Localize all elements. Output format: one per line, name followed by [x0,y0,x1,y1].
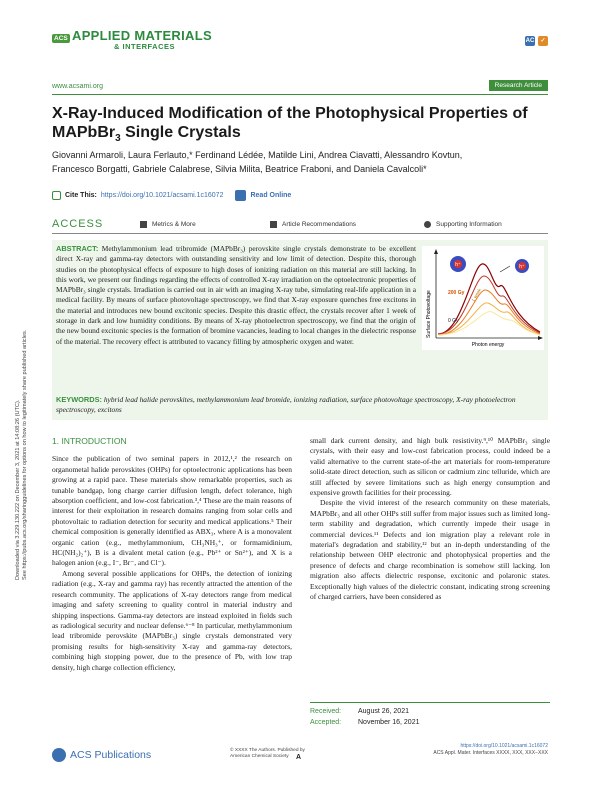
toc-xlabel: Photon energy [471,342,505,348]
title-line1: X‑Ray-Induced Modification of the Photophysical Properties of [52,105,528,122]
cite-label: Cite This: [65,191,97,199]
authors-line2: Francesco Borgatti, Gabriele Calabrese, Silvia Milita, Beatrice Fraboni, and Daniela Cavalcoli* [52,164,427,174]
footer-doi [433,743,548,757]
toc-hole-label-2: h⁺ [519,264,525,270]
supporting-info-button[interactable] [424,221,502,228]
intro-paragraph-3: small dark current density, and high bulk resistivity.⁹,¹⁰ MAPbBr₃ single crystals, with their easy and low-cost fabrication process, could indeed be a valid alternative to the current state-of-the art materials for room-temperature solid-state direct detection, such as silicon or cadmium zinc telluride, which are still affected by severe limitations such as high energy consumption and expensive growth facilities for their processing. [310,436,550,498]
toc-label-0gy: 0 Gy [448,318,459,324]
footer-citation: ACS Appl. Mater. Interfaces XXXX, XXX, XXX−XXX [433,750,548,756]
supporting-info-label: Supporting Information [436,221,502,228]
journal-header [52,26,552,54]
read-online-label: Read Online [250,191,292,199]
toc-label-200gy: 200 Gy [448,290,465,296]
acs-publications-logo[interactable] [52,748,151,762]
open-access-icon[interactable]: ✓ [538,36,548,46]
toc-graphic [422,246,544,350]
header-divider [52,94,548,95]
journal-subtitle: & INTERFACES [114,42,176,51]
body-column-left [52,432,292,673]
download-note [2,250,28,580]
cite-bar [52,187,291,203]
received-accepted-dates [310,702,550,728]
section-heading-introduction: 1. INTRODUCTION [52,436,127,446]
read-online-button[interactable] [235,190,291,201]
accepted-label: Accepted: [310,719,342,726]
download-note-line1: Downloaded via 3.229.130.222 on December 3, 2021 at 14:08:26 (UTC). [15,399,21,580]
toc-ylabel: Surface Photovoltage [426,290,432,338]
received-date: August 26, 2021 [358,708,409,715]
acs-badge: ACS [54,35,68,42]
abstract-label: ABSTRACT: [56,244,99,253]
website-link[interactable]: www.acsami.org [52,83,103,90]
keywords [56,395,544,416]
author-list [52,148,548,176]
keywords-body: hybrid lead halide perovskites, methylammonium lead bromide, ionizing radiation, surface photovoltage spectroscopy, X-ray photoelectron spectroscopy, excitons [56,395,516,415]
metrics-button[interactable] [140,221,196,228]
author-choice-icon[interactable]: AC [525,38,535,44]
intro-paragraph-4: Despite the vivid interest of the research community on these materials, MAPbBr₃ and all other OHPs still suffer from major issues such as limited long-term stability and degradation, which currently impede their usage in commercial devices.¹¹ Defects and ion migration play a relevant role in material's degradation and stability,¹² but an in-depth understanding of the relationship between OHP electronic and photophysical properties and the presence of defects and charge recombination is somehow still lacking. Ion migration also affects dielectric response, excitonic and polaronic states. Exceptionally high values of the dielectric constant, indicating strong screening of charged carriers, have been considered as [310,498,550,602]
article-type-badge: Research Article [489,80,548,91]
access-bar [52,216,548,234]
read-online-icon [235,190,246,201]
recommendations-label: Article Recommendations [282,221,357,228]
toc-hole-label: h⁺ [455,262,461,268]
acs-logo-icon [52,748,66,762]
journal-title: APPLIED MATERIALS [72,28,212,43]
bar-chart-icon [140,221,147,228]
recommendations-button[interactable] [270,221,356,228]
abstract [56,244,416,347]
keywords-label: KEYWORDS: [56,395,102,404]
supporting-info-icon [424,221,431,228]
page-footer [52,740,548,770]
authors-line1: Giovanni Armaroli, Laura Ferlauto,* Ferdinand Lédée, Matilde Lini, Andrea Ciavatti, Alessandro Kovtun, [52,150,463,160]
copyright: © XXXX The Authors. Published by American Chemical Society [230,748,305,759]
abstract-body: Methylammonium lead tribromide (MAPbBr₃) perovskite single crystals demonstrate to be excellent direct X-ray and gamma-ray detectors with outstanding sensitivity and low limit of detection. Despite this, thorough studies on the photophysical effects of exposure to high doses of ionizing radiation on this material are still lacking. In this work, we present our findings regarding the effects of controlled X-ray irradiation on the optoelectronic properties of MAPbBr₃ single crystals. Irradiation is carried out in air with an imaging X-ray tube, simulating real-life application in a medical facility. By means of surface photovoltage spectroscopy, we find that X-ray exposure quenches free excitons in the material and introduces new bound excitonic species. Despite this drastic effect, the crystals recover after 1 week of storage in dark and low humidity conditions. By means of X-ray photoelectron spectroscopy, we find that the origin of the new bound excitonic species is the formation of bromine vacancies, leading to local changes in the dielectric response of the material. The recovery effect is attributed to vacancy filling by atmospheric oxygen and water. [56,244,416,346]
cite-icon [52,191,61,200]
document-icon [270,221,277,228]
metrics-label: Metrics & More [152,221,196,228]
title-line2-post: Single Crystals [120,124,241,141]
abstract-box [52,240,548,420]
title-line2-sub: 3 [115,133,121,145]
accepted-date: November 16, 2021 [358,719,420,726]
page-number: A [296,754,302,761]
footer-doi-link[interactable]: https://doi.org/10.1021/acsami.1c16072 [460,743,548,749]
download-note-line2: See https://pubs.acs.org/sharingguidelines for options on how to legitimately share published articles. [22,329,28,580]
doi-link[interactable]: https://doi.org/10.1021/acsami.1c16072 [100,191,224,199]
access-label: ACCESS [52,218,104,230]
article-title [52,104,542,148]
title-line2-pre: MAPbBr [52,124,116,141]
intro-paragraph-1: Since the publication of two seminal papers in 2012,¹,² the research on organometal halide perovskites (OHPs) for optoelectronic applications has been growing at a rapid pace. These materials show remarkable properties, such as tunable bandgap, long charge carrier diffusion length, defect tolerance, high absorption coefficient, and low-cost fabrication.³,⁴ These are the main reasons of interest for their exploitation in research domains ranging from solar cells and photovoltaic to radiation detection for security and medical applications.⁵ Their chemical composition is generally identified as ABX₃, where A is a monovalent organic cation (e.g., methylammonium, CH₃NH₃⁺, or formamidinium, HC(NH₂)₂⁺), B is a divalent metal cation (e.g., Pb²⁺ or Sn²⁺), and X is a halogen anion (e.g., I⁻, Br⁻, and Cl⁻). [52,454,292,568]
toc-label-1week: 1 week [470,287,482,303]
received-label: Received: [310,708,342,715]
intro-paragraph-2: Among several possible applications for OHPs, the detection of ionizing radiation (e.g., X-ray and gamma ray) has recently attracted the attention of the research community. The applications of X-ray detectors range from medical imaging and safety screening to quality control in material industry and shipping inspections. Gamma-ray detectors are instead exploited in fields such as radiological security and nuclear defense.⁶⁻⁸ In particular, methylammonium lead tribromide perovskite (MAPbBr₃) single crystals demonstrated very promising results for high-sensitivity X-ray and gamma-ray detectors, combining high stopping power, due to the presence of Pb, with low trap density, high charge collection efficiency, [52,568,292,672]
publisher-name: ACS Publications [70,749,152,761]
body-column-right [310,436,550,603]
header-icons [525,36,548,46]
